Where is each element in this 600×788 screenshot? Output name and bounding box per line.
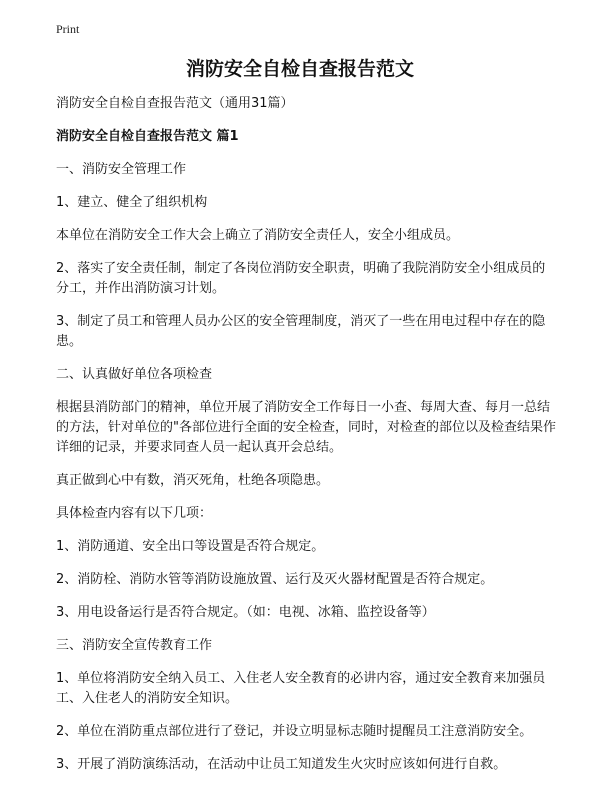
paragraph: 二、认真做好单位各项检查	[56, 367, 213, 382]
print-link[interactable]: Print	[56, 22, 80, 36]
paragraph: 1、消防通道、安全出口等设置是否符合规定。	[56, 539, 325, 554]
paragraph: 本单位在消防安全工作大会上确立了消防安全责任人，安全小组成员。	[56, 228, 460, 243]
paragraph: 2、消防栓、消防水管等消防设施放置、运行及灭火器材配置是否符合规定。	[56, 572, 494, 587]
paragraph: 真正做到心中有数，消灭死角，杜绝各项隐患。	[56, 473, 330, 488]
paragraph: 消防安全自检自查报告范文（通用31篇）	[56, 96, 294, 111]
paragraph: 3、制定了员工和管理人员办公区的安全管理制度，消灭了一些在用电过程中存在的隐患。	[56, 314, 546, 349]
paragraph: 3、开展了消防演练活动，在活动中让员工知道发生火灾时应该如何进行自救。	[56, 757, 507, 772]
paragraph: 3、用电设备运行是否符合规定。（如：电视、冰箱、监控设备等）	[56, 605, 435, 620]
paragraph: 1、单位将消防安全纳入员工、入住老人安全教育的必讲内容，通过安全教育来加强员工、入住老人的消防安全知识。	[56, 671, 546, 706]
document-body	[56, 94, 556, 788]
paragraph: 具体检查内容有以下几项：	[56, 506, 213, 521]
paragraph: 根据县消防部门的精神，单位开展了消防安全工作每日一小查、每周大查、每月一总结的方法，针对单位的"各部位进行全面的安全检查，同时，对检查的部位以及检查结果作详细的记录，并要求同查人员一起认真开会总结。	[56, 400, 556, 455]
document-title: 消防安全自检自查报告范文	[185, 58, 414, 80]
paragraph: 2、落实了安全责任制，制定了各岗位消防安全职责，明确了我院消防安全小组成员的分工，并作出消防演习计划。	[56, 261, 546, 296]
paragraph: 消防安全自检自查报告范文 篇1	[56, 129, 239, 144]
paragraph: 一、消防安全管理工作	[56, 162, 187, 177]
paragraph: 1、建立、健全了组织机构	[56, 195, 208, 210]
paragraph: 三、消防安全宣传教育工作	[56, 638, 213, 653]
paragraph: 2、单位在消防重点部位进行了登记，并设立明显标志随时提醒员工注意消防安全。	[56, 724, 533, 739]
